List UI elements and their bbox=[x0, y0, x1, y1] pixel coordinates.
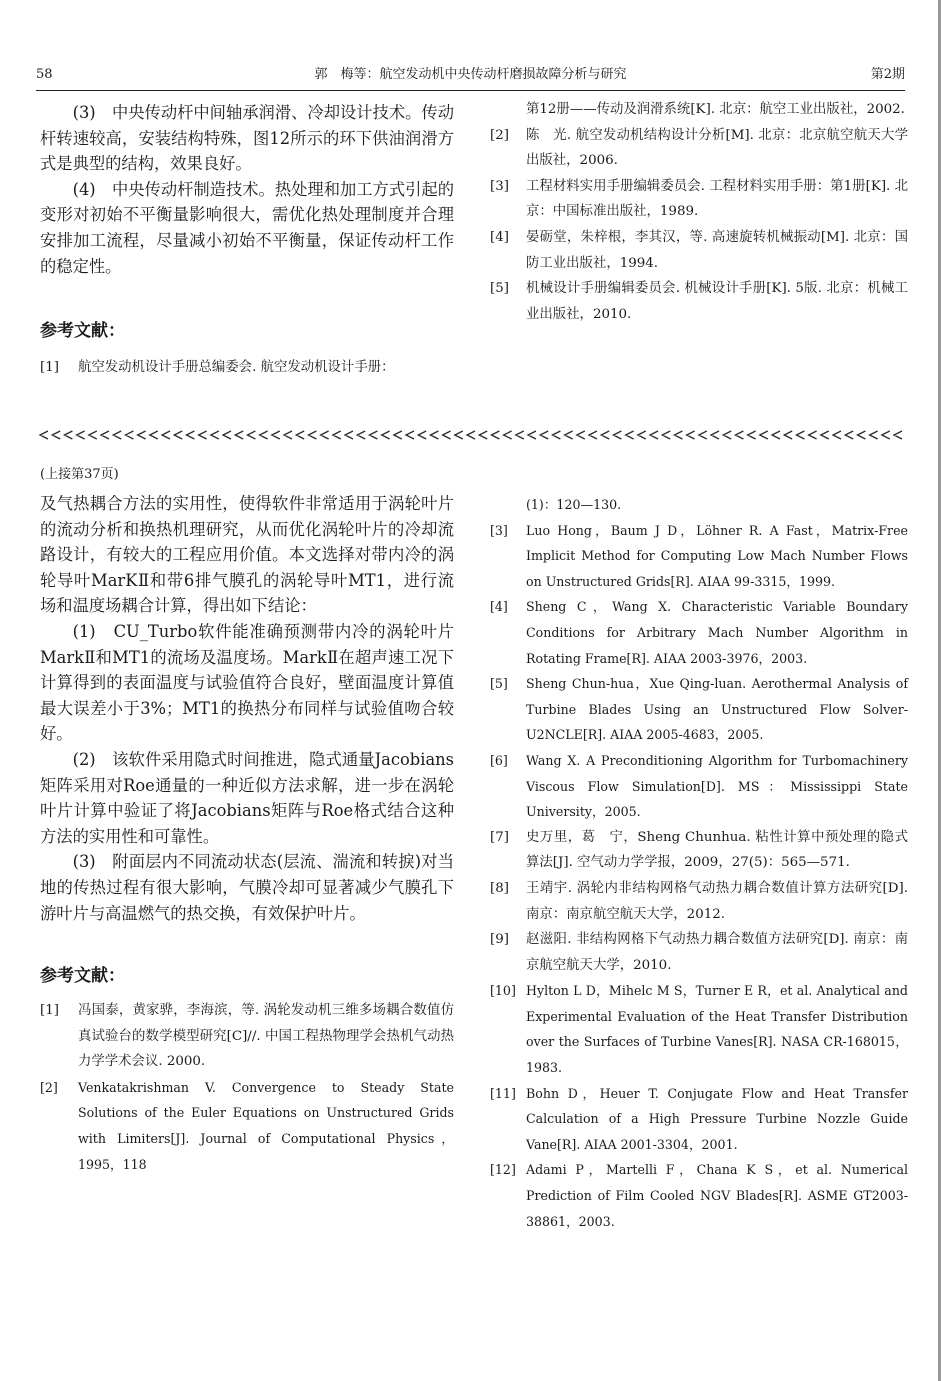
reference-item bbox=[40, 998, 454, 1075]
reference-item bbox=[490, 174, 908, 225]
reference-number: [6] bbox=[490, 752, 508, 768]
reference-number: [3] bbox=[490, 522, 508, 538]
reference-number: [9] bbox=[490, 932, 509, 948]
reference-item bbox=[490, 825, 908, 876]
paragraph: (2) 该软件采用隐式时间推进，隐式通量Jacobians矩阵采用对Roe通量的一种近似方法求解，进一步在涡轮叶片计算中验证了将Jacobians矩阵与Roe格式结合这种方法的实用性和可靠性。 bbox=[40, 749, 454, 846]
bottom-right-column bbox=[490, 492, 908, 1234]
chevron-divider bbox=[38, 429, 908, 441]
reference-item bbox=[490, 876, 908, 927]
reference-number: [5] bbox=[490, 281, 509, 297]
reference-text: Bohn D，Heuer T. Conjugate Flow and Heat Transfer Calculation of a High Pressure Turbine Nozzle Guide Vane[R]. AIAA 2001-3304，2001. bbox=[526, 1085, 908, 1152]
reference-number: [3] bbox=[490, 178, 509, 194]
reference-text: 史万里，葛 宁，Sheng Chunhua. 粘性计算中预处理的隐式算法[J]. 空气动力学学报，2009，27(5)：565—571. bbox=[526, 829, 908, 871]
running-header bbox=[36, 66, 905, 84]
reference-text: 机械设计手册编辑委员会. 机械设计手册[K]. 5版. 北京：机械工业出版社，2010. bbox=[526, 281, 908, 322]
reference-number: [4] bbox=[490, 229, 509, 245]
paragraph: (1) CU_Turbo软件能准确预测带内冷的涡轮叶片MarkⅡ和MT1的流场及温度场。MarkⅡ在超声速工况下计算得到的表面温度与试验值符合良好，壁面温度计算值最大误差小于3%；MT1的换热分布同样与试验值吻合较好。 bbox=[40, 621, 454, 744]
reference-number: [4] bbox=[490, 599, 508, 615]
reference-item bbox=[490, 1157, 908, 1234]
reference-text: 晏砺堂，朱梓根，李其汉，等. 高速旋转机械振动[M]. 北京：国防工业出版社，1994. bbox=[526, 229, 908, 271]
reference-text: 工程材料实用手册编辑委员会. 工程材料实用手册：第1册[K]. 北京：中国标准出版社，1989. bbox=[526, 178, 908, 220]
reference-item bbox=[490, 978, 908, 1080]
reference-text: Hylton L D，Mihelc M S，Turner E R，et al. Analytical and Experimental Evaluation of the Heat Transfer Distribution over the Surfaces of Turbine Vanes[R]. NASA CR-168015，1983. bbox=[526, 983, 908, 1076]
reference-item bbox=[40, 355, 454, 381]
reference-number: [7] bbox=[490, 829, 509, 845]
issue-number: 第2期 bbox=[870, 67, 905, 82]
reference-text: 赵滋阳. 非结构网格下气动热力耦合数值方法研究[D]. 南京：南京航空航天大学，2010. bbox=[526, 932, 908, 973]
reference-number: [10] bbox=[490, 983, 516, 999]
references-heading: 参考文献： bbox=[40, 966, 125, 987]
reference-number: [1] bbox=[40, 1003, 59, 1019]
reference-text: 王靖宇. 涡轮内非结构网格气动热力耦合数值计算方法研究[D]. 南京：南京航空航天大学，2012. bbox=[526, 880, 908, 922]
reference-item bbox=[490, 594, 908, 671]
reference-text: Wang X. A Preconditioning Algorithm for Turbomachinery Viscous Flow Simulation[D]. MS：Mississippi State University，2005. bbox=[526, 752, 908, 820]
reference-item bbox=[490, 927, 908, 978]
paragraph: (3) 中央传动杆中间轴承润滑、冷却设计技术。传动杆转速较高，安装结构特殊，图12所示的环下供油润滑方式是典型的结构，效果良好。 bbox=[40, 103, 454, 174]
paragraph: (3) 附面层内不同流动状态(层流、湍流和转捩)对当地的传热过程有很大影响，气膜冷却可显著减少气膜孔下游叶片与高温燃气的热交换，有效保护叶片。 bbox=[40, 852, 454, 923]
reference-item bbox=[490, 225, 908, 276]
top-right-column bbox=[490, 97, 908, 327]
paragraph: (4) 中央传动杆制造技术。热处理和加工方式引起的变形对初始不平衡量影响很大，需优化热处理制度并合理安排加工流程，尽量减小初始不平衡量，保证传动杆工作的稳定性。 bbox=[40, 179, 454, 276]
continued-from-note: (上接第37页) bbox=[40, 467, 119, 482]
reference-number: [2] bbox=[40, 1079, 58, 1095]
reference-number: [5] bbox=[490, 676, 508, 692]
reference-number: [2] bbox=[490, 127, 509, 143]
reference-text: Adami P，Martelli F，Chana K S，et al. Numerical Prediction of Film Cooled NGV Blades[R]. ASME GT2003-38861，2003. bbox=[526, 1162, 908, 1229]
reference-text: 冯国泰，黄家骅，李海滨，等. 涡轮发动机三维多场耦合数值仿真试验台的数学模型研究[C]//. 中国工程热物理学会热机气动热力学学术会议. 2000. bbox=[78, 1003, 454, 1070]
reference-text: Sheng Chun-hua，Xue Qing-luan. Aerothermal Analysis of Turbine Blades Using an Unstructured Flow Solver-U2NCLE[R]. AIAA 2005-4683，2005. bbox=[526, 676, 908, 743]
reference-item bbox=[490, 123, 908, 174]
bottom-left-column bbox=[40, 491, 454, 1177]
reference-text: Venkatakrishman V. Convergence to Steady State Solutions of the Euler Equations on Unstructured Grids with Limiters[J]. Journal of Computational Physics，1995，118 bbox=[78, 1079, 454, 1172]
reference-text: 第12册——传动及润滑系统[K]. 北京：航空工业出版社，2002. bbox=[526, 102, 905, 117]
reference-number: [11] bbox=[490, 1085, 516, 1101]
reference-text: 陈 光. 航空发动机结构设计分析[M]. 北京：北京航空航天大学出版社，2006. bbox=[526, 127, 908, 169]
running-title: 郭 梅等：航空发动机中央传动杆磨损故障分析与研究 bbox=[314, 67, 627, 82]
reference-item bbox=[490, 1081, 908, 1158]
reference-continuation bbox=[490, 97, 908, 123]
reference-item bbox=[490, 748, 908, 825]
reference-number: [12] bbox=[490, 1162, 516, 1178]
reference-text: Luo Hong，Baum J D，Löhner R. A Fast，Matrix-Free Implicit Method for Computing Low Mach Number Flows on Unstructured Grids[R]. AIAA 99-3315，1999. bbox=[526, 522, 908, 589]
reference-text: 航空发动机设计手册总编委会. 航空发动机设计手册： bbox=[78, 360, 395, 376]
reference-text: Sheng C，Wang X. Characteristic Variable Boundary Conditions for Arbitrary Mach Number Algorithm in Rotating Frame[R]. AIAA 2003-3976，2003. bbox=[526, 599, 908, 666]
reference-item bbox=[490, 276, 908, 327]
reference-item bbox=[490, 671, 908, 748]
reference-number: [8] bbox=[490, 880, 509, 896]
page-number: 58 bbox=[36, 67, 53, 82]
reference-item bbox=[490, 518, 908, 595]
reference-continuation bbox=[490, 492, 908, 518]
paragraph: 及气热耦合方法的实用性，使得软件非常适用于涡轮叶片的流动分析和换热机理研究，从而优化涡轮叶片的冷却流路设计，有较大的工程应用价值。本文选择对带内冷的涡轮导叶MarKⅡ和带6排气膜孔的涡轮导叶MT1，进行流场和温度场耦合计算，得出如下结论： bbox=[40, 494, 454, 616]
reference-text: (1)：120—130. bbox=[526, 497, 622, 512]
references-heading: 参考文献： bbox=[40, 321, 125, 342]
reference-item bbox=[40, 1075, 454, 1177]
header-rule bbox=[36, 90, 905, 91]
top-left-column bbox=[40, 100, 454, 381]
reference-number: [1] bbox=[40, 360, 59, 376]
